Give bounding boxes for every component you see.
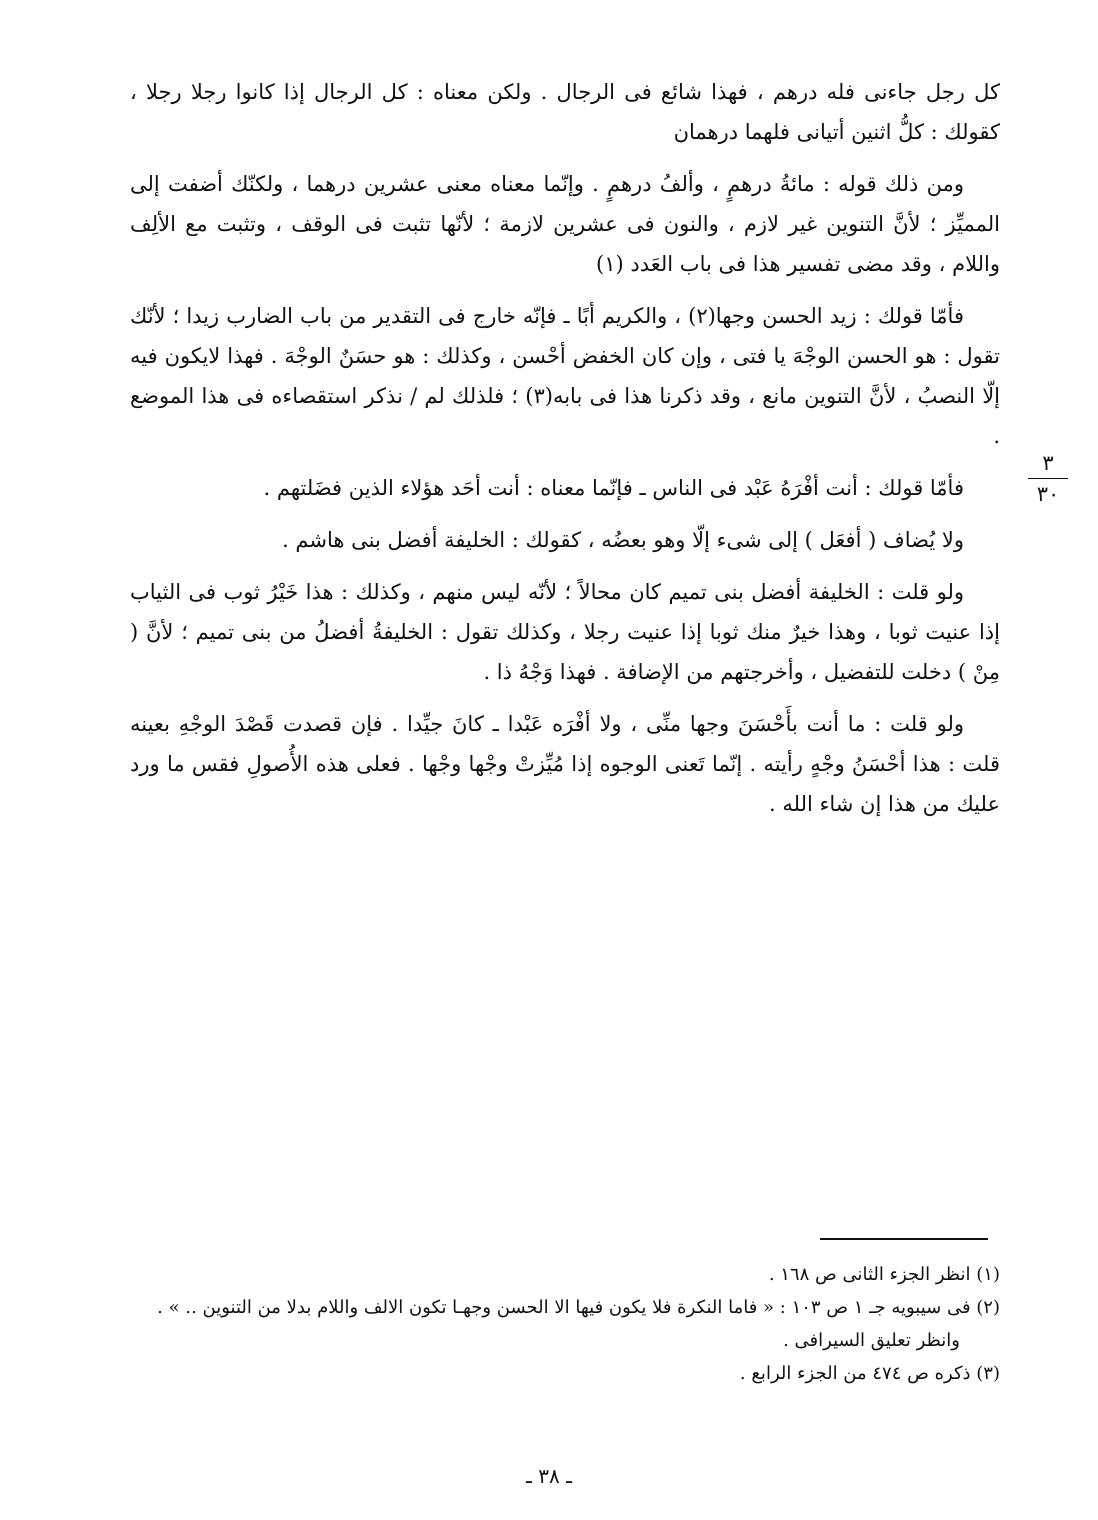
paragraph-6: ولو قلت : الخليفة أفضل بنى تميم كان محالاً ؛ لأنّه ليس منهم ، وكذلك : هذا خَيْرُ ثوب فى الثياب إذا عنيت ثوبا ، وهذا خيرٌ منك ثوبا إذا عنيت رجلا ، وكذلك تقول : الخليفةُ أفضلُ من بنى تميم ؛ لأنَّ ( مِنْ ) دخلت للتفضيل ، وأخرجتهم من الإضافة . فهذا وَجْهُ ذا . [130,580,1000,684]
footnote-3: (٣) ذكره ص ٤٧٤ من الجزء الرابع . [739,1363,1000,1384]
footnote-1: (١) انظر الجزء الثانى ص ١٦٨ . [768,1264,1000,1285]
paragraph-4: فأمّا قولك : أنت أفْرَهُ عَبْد فى الناس ـ فإنّما معناه : أنت أحَد هؤلاء الذين فضَلتهم . [263,476,964,500]
footnote-2: (٢) فى سيبويه جـ ١ ص ١٠٣ : « فاما النكرة فلا يكون فيها الا الحسن وجهـا تكون الالف واللام بدلا من التنوين .. » . [157,1297,1000,1318]
margin-reference-top: ٣ [1028,450,1068,479]
footnote-divider [820,1238,988,1240]
margin-reference [1028,450,1068,507]
paragraph-1: كل رجل جاءنى فله درهم ، فهذا شائع فى الرجال . ولكن معناه : كل الرجال إذا كانوا رجلا رجلا ، كقولك : كلُّ اثنين أتيانى فلهما درهمان [130,80,1000,144]
footnote-2-continuation: وانظر تعليق السيرافى . [783,1330,960,1351]
paragraph-2: ومن ذلك قوله : مائةُ درهمٍ ، وألفُ درهمٍ . وإنّما معناه معنى عشرين درهما ، ولكنّك أضفت إلى المميِّز ؛ لأنَّ التنوين غير لازم ، والنون فى عشرين لازمة ؛ لأنّها تثبت فى الوقف ، وتثبت مع الألِف واللام ، وقد مضى تفسير هذا فى باب العَدد (١) [130,172,1000,276]
paragraph-7: ولو قلت : ما أنت بأَحْسَنَ وجها منِّى ، ولا أفْرَه عَبْدا ـ كانَ جيِّدا . فإن قصدت قَصْدَ الوجْهِ بعينه قلت : هذا أحْسَنُ وجْهٍ رأيته . إنّما تَعنى الوجوه إذا مُيِّزتْ وجْها وجْها . فعلى هذه الأُصولِ فقس ما ورد عليك من هذا إن شاء الله . [130,712,1000,816]
paragraph-3: فأمّا قولك : زيد الحسن وجها(٢) ، والكريم أبًا ـ فإنّه خارج فى التقدير من باب الضارب زيدا ؛ لأنّك تقول : هو الحسن الوجْهَ يا فتى ، وإن كان الخفض أحْسن ، وكذلك : هو حسَنٌ الوجْهَ . فهذا لايكون فيه إلّا النصبُ ، لأنَّ التنوين مانع ، وقد ذكرنا هذا فى بابه(٣) ؛ فلذلك لم / نذكر استقصاءه فى هذا الموضع . [130,304,1001,448]
margin-reference-bottom: ٣٠ [1036,482,1060,506]
footnotes [130,1258,1000,1390]
paragraph-5: ولا يُضاف ( أفعَل ) إلى شىء إلّا وهو بعضُه ، كقولك : الخليفة أفضل بنى هاشم . [282,528,964,552]
page-number: ـ ٣٨ ـ [526,1464,572,1488]
main-text [130,72,1000,836]
